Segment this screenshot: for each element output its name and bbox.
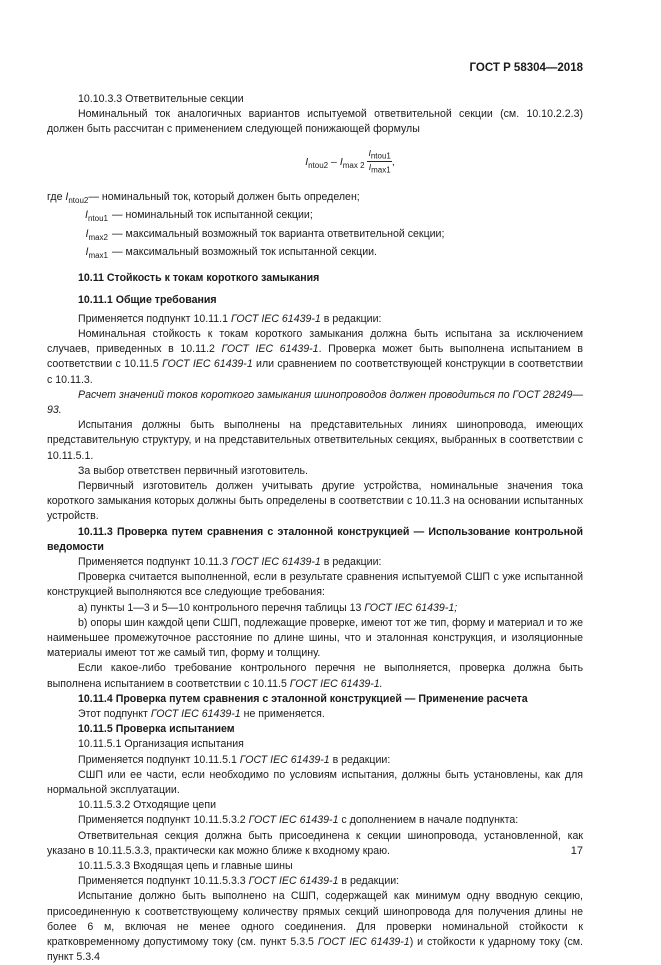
formula-fraction: $\frac{I_{ntou1}}{I_{max1}}$: [368, 147, 391, 176]
paragraph: Расчет значений токов короткого замыкания шинопроводов должен проводиться по ГОСТ 28249—93.: [47, 388, 583, 416]
paragraph: Номинальный ток аналогичных вариантов испытуемой ответвительной секции (см. 10.10.2.2.3) должен быть рассчитан с применением следующей понижающей формулы: [47, 108, 583, 136]
paragraph: Испытание должно быть выполнено на СШП, содержащей как минимум одну вводную секцию, присоединенную к соответствующему количеству прямых секций шинопровода для получения длины не более 6 м, включая не менее одного соединения. Для проверки номинальной стойкости к кратковременному допустимому току (см. пункт 5.3.5 ГОСТ IEC 61439-1) и стойкости к ударному току (см. пункт 5.3.4: [47, 890, 583, 964]
subsection-title: 10.11.5.1 Организация испытания: [78, 738, 244, 751]
paragraph: Применяется подпункт 10.11.5.3.2 ГОСТ IEC 61439-1 с дополнением в начале подпункта:: [78, 814, 519, 827]
heading: 10.11.1 Общие требования: [78, 293, 217, 306]
paragraph: Если какое-либо требование контрольного перечня не выполняется, проверка должна быть выполнена испытанием в соответствии с 10.11.5 ГОСТ IEC 61439-1.: [47, 662, 583, 690]
heading: 10.11.5 Проверка испытанием: [78, 723, 235, 736]
paragraph: За выбор ответствен первичный изготовитель.: [78, 464, 308, 477]
paragraph: Этот подпункт ГОСТ IEC 61439-1 не применяется.: [78, 707, 325, 720]
section-title: 10.10.3.3 Ответвительные секции: [78, 93, 244, 105]
heading: 10.11 Стойкость к токам короткого замыкания: [78, 272, 320, 285]
definition-row: где $I_{ntou2}$ — номинальный ток, который должен быть определен;: [47, 191, 360, 206]
formula: $I_{ntou2} - I_{max 2}$ $\frac{I_{ntou1}}{I_{max1}}$ ,: [305, 147, 395, 176]
paragraph: Применяется подпункт 10.11.3 ГОСТ IEC 61439-1 в редакции:: [78, 555, 382, 568]
definition-row: $I_{ntou1}$ — номинальный ток испытанной секции;: [85, 209, 313, 224]
page-number: 17: [570, 845, 583, 857]
subsection-title: 10.11.5.3.2 Отходящие цепи: [78, 799, 216, 812]
heading: 10.11.3 Проверка путем сравнения с эталонной конструкцией — Использование контрольной ведомости: [47, 525, 583, 553]
paragraph: Применяется подпункт 10.11.5.3.3 ГОСТ IEC 61439-1 в редакции:: [78, 875, 400, 888]
document-header: ГОСТ Р 58304—2018: [469, 62, 583, 74]
variable-definitions: [47, 190, 583, 263]
paragraph: Номинальная стойкость к токам короткого замыкания должна быть испытана за исключением случаев, приведенных в 10.11.2 ГОСТ IEC 61439-1. Проверка может быть выполнена испытанием в соответствии с 10.11.5 ГОСТ IEC 61439-1 или сравнением по соответствующей конструкции в соответствии с 10.11.3.: [47, 327, 583, 386]
definition-row: $I_{max2}$ — максимальный возможный ток варианта ответвительной секции;: [85, 227, 445, 242]
list-item: а) пункты 1—3 и 5—10 контрольного перечня таблицы 13 ГОСТ IEC 61439-1;: [78, 601, 458, 614]
paragraph: СШП или ее части, если необходимо по условиям испытания, должны быть установлены, как для нормальной эксплуатации.: [47, 768, 583, 796]
subsection-title: 10.11.5.3.3 Входящая цепь и главные шины: [78, 860, 293, 873]
paragraph: Первичный изготовитель должен учитывать другие устройства, номинальные значения тока короткого замыкания которых должны быть определены в соответствии с 10.11.3 на основании испытанных устройств.: [47, 479, 583, 523]
paragraph: Испытания должны быть выполнены на представительных линиях шинопровода, имеющих представительную структуру, и на представительных ответвительных секциях, выбранных в соответствии с 10.11.5.1.: [47, 419, 583, 462]
paragraph: Проверка считается выполненной, если в результате сравнения испытуемой СШП с уже испытанной конструкцией выполняются все следующие требования:: [47, 571, 583, 599]
list-item: b) опоры шин каждой цепи СШП, подлежащие проверке, имеют тот же тип, форму и материал и то же наименьшее промежуточное расстояние по длине шины, что и эталонная конструкция, и изоляционные материалы имеют тот же самый тип, форму и толщину.: [47, 616, 583, 660]
paragraph: Применяется подпункт 10.11.1 ГОСТ IEC 61439-1 в редакции:: [78, 312, 382, 325]
paragraph: Ответвительная секция должна быть присоединена к секции шинопровода, установленной, как указано в 10.11.5.3.3, практически как можно ближе к входному краю.: [47, 829, 583, 857]
definition-row: $I_{max1}$ — максимальный возможный ток испытанной секции.: [85, 245, 378, 261]
heading: 10.11.4 Проверка путем сравнения с эталонной конструкцией — Применение расчета: [78, 692, 528, 705]
page-body: [47, 92, 583, 965]
paragraph: Применяется подпункт 10.11.5.1 ГОСТ IEC 61439-1 в редакции:: [78, 753, 391, 766]
